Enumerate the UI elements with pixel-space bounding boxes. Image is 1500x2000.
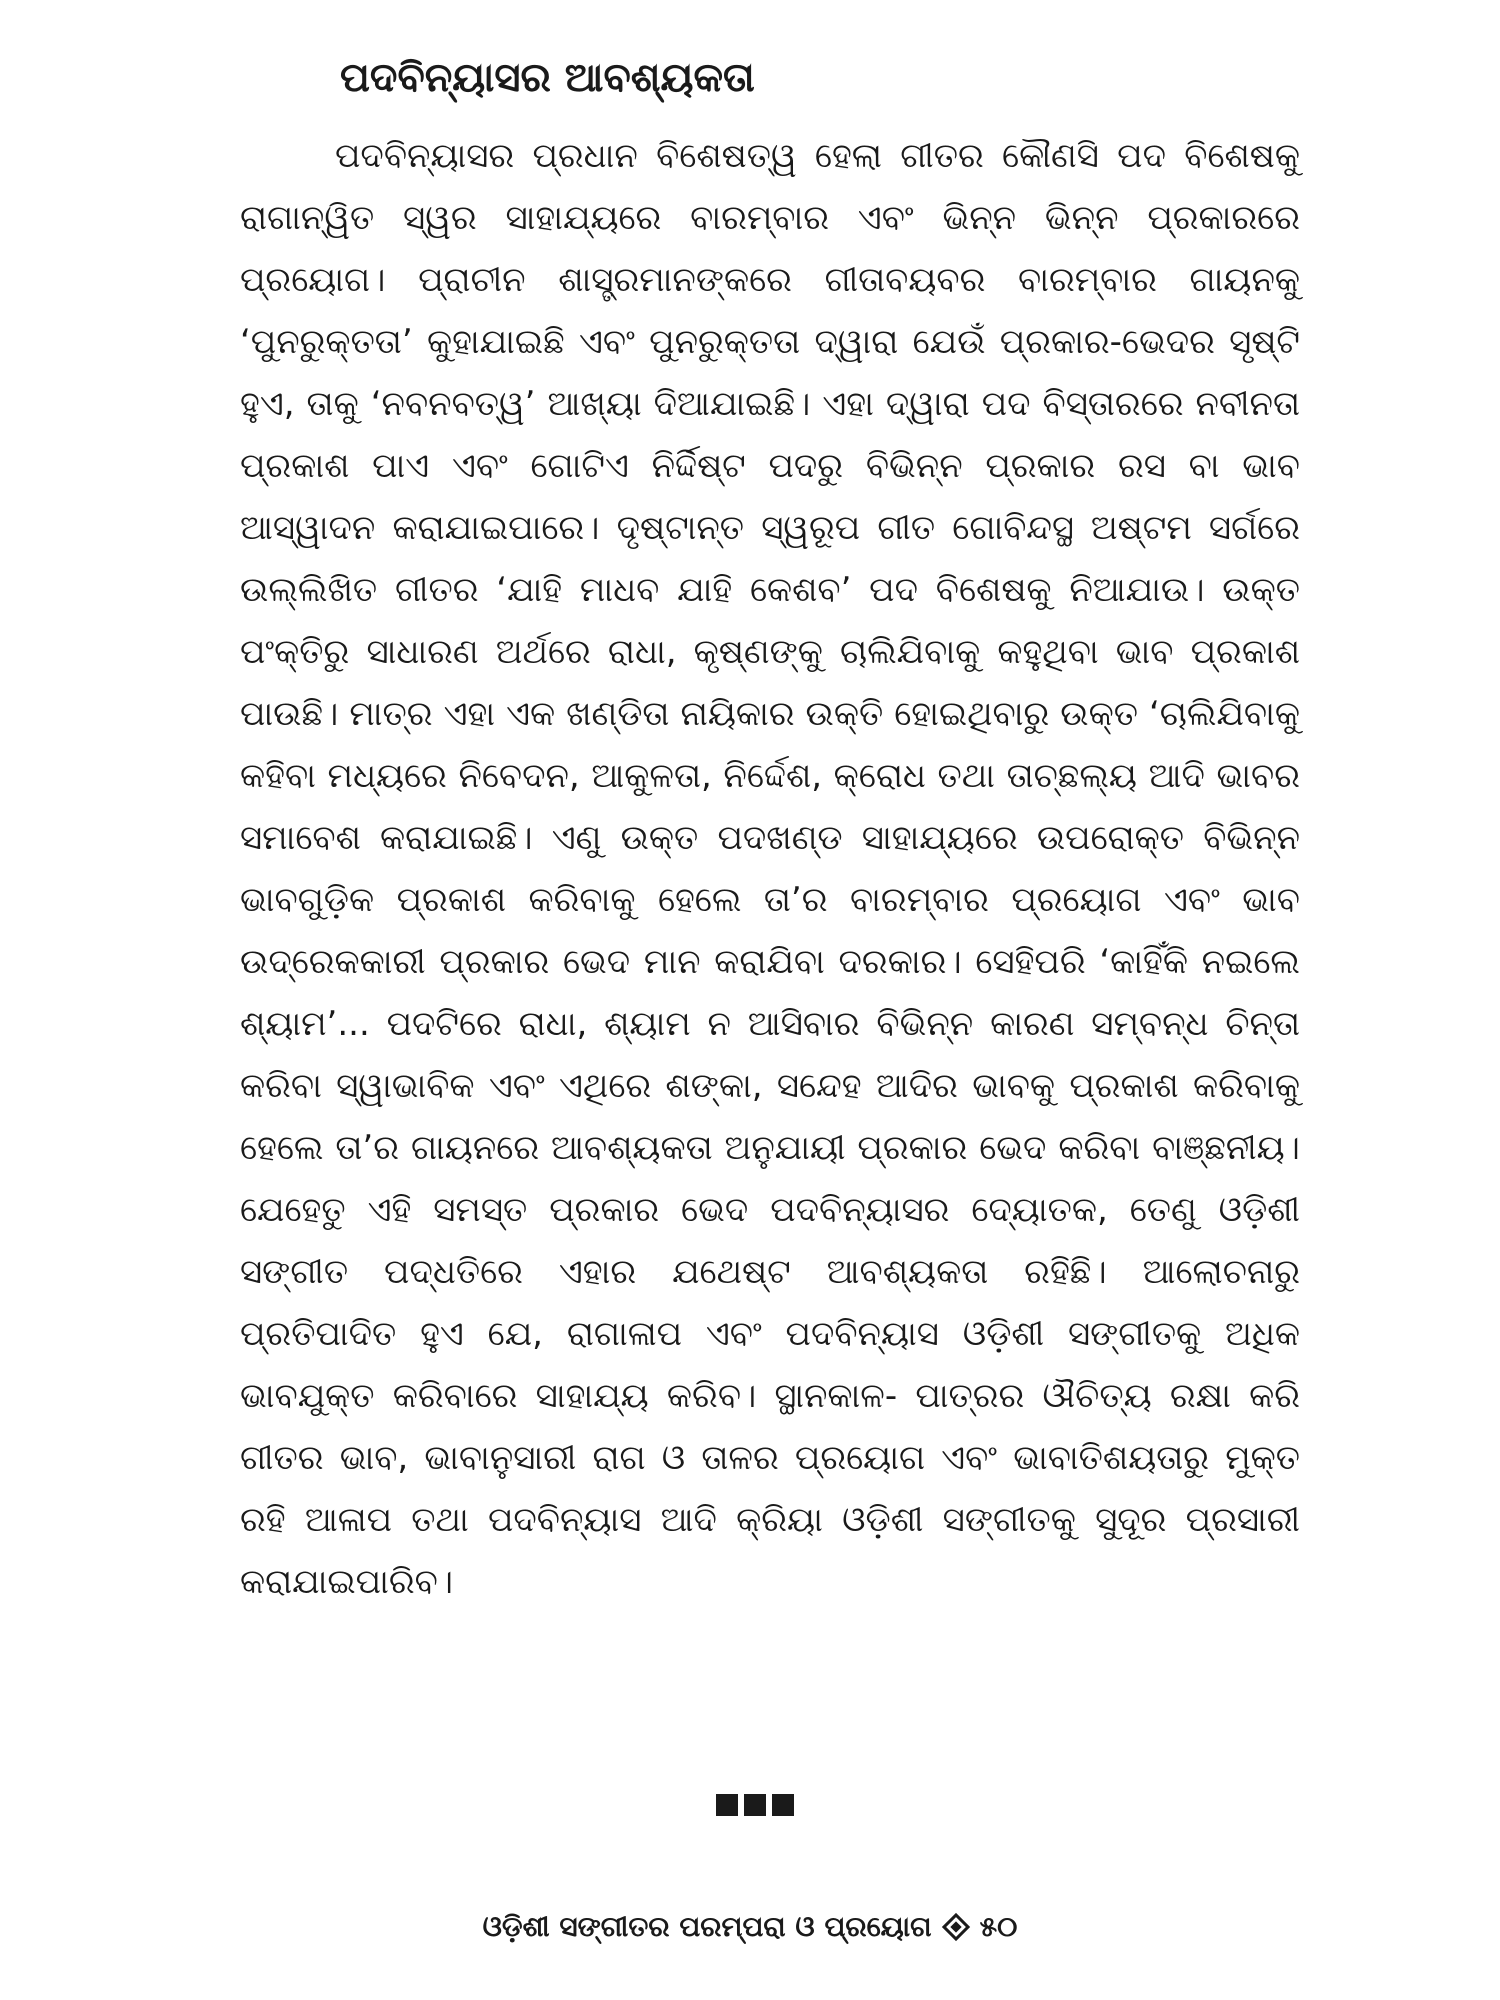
- separator-square-icon: [716, 1794, 738, 1816]
- page-number: ୫୦: [979, 1910, 1018, 1943]
- section-end-separator: [716, 1794, 794, 1816]
- body-paragraph-container: [240, 125, 1300, 1613]
- page-footer: [0, 1910, 1500, 1944]
- separator-square-icon: [772, 1794, 794, 1816]
- separator-square-icon: [744, 1794, 766, 1816]
- section-heading: ପଦବିନ୍ୟାସର ଆବଶ୍ୟକତା: [340, 55, 755, 101]
- body-paragraph: ପଦବିନ୍ୟାସର ପ୍ରଧାନ ବିଶେଷତ୍ୱ ହେଲା ଗୀତର କୌଣସି ପଦ ବିଶେଷକୁ ରାଗାନ୍ୱିତ ସ୍ୱର ସାହାଯ୍ୟରେ ବାରମ୍ବାର ଏବଂ ଭିନ୍ନ ଭିନ୍ନ ପ୍ରକାରରେ ପ୍ରୟୋଗ। ପ୍ରାଚୀନ ଶାସ୍ତ୍ରମାନଙ୍କରେ ଗୀତାବୟବର ବାରମ୍ବାର ଗାୟନକୁ ‘ପୁନରୁକ୍ତତା’ କୁହାଯାଇଛି ଏବଂ ପୁନରୁକ୍ତତା ଦ୍ୱାରା ଯେଉଁ ପ୍ରକାର-ଭେଦର ସୃଷ୍ଟି ହୁଏ, ତାକୁ ‘ନବନବତ୍ୱ’ ଆଖ୍ୟା ଦିଆଯାଇଛି। ଏହା ଦ୍ୱାରା ପଦ ବିସ୍ତାରରେ ନବୀନତା ପ୍ରକାଶ ପାଏ ଏବଂ ଗୋଟିଏ ନିର୍ଦ୍ଦିଷ୍ଟ ପଦରୁ ବିଭିନ୍ନ ପ୍ରକାର ରସ ବା ଭାବ ଆସ୍ୱାଦନ କରାଯାଇପାରେ। ଦୃଷ୍ଟାନ୍ତ ସ୍ୱରୂପ ଗୀତ ଗୋବିନ୍ଦସ୍ଥ ଅଷ୍ଟମ ସର୍ଗରେ ଉଲ୍ଲିଖିତ ଗୀତର ‘ଯାହି ମାଧବ ଯାହି କେଶବ’ ପଦ ବିଶେଷକୁ ନିଆଯାଉ। ଉକ୍ତ ପଂକ୍ତିରୁ ସାଧାରଣ ଅର୍ଥରେ ରାଧା, କୃଷ୍ଣଙ୍କୁ ଚାଲିଯିବାକୁ କହୁଥିବା ଭାବ ପ୍ରକାଶ ପାଉଛି। ମାତ୍ର ଏହା ଏକ ଖଣ୍ଡିତା ନାୟିକାର ଉକ୍ତି ହୋଇଥିବାରୁ ଉକ୍ତ ‘ଚାଲିଯିବାକୁ କହିବା ମଧ୍ୟରେ ନିବେଦନ, ଆକୁଳତା, ନିର୍ଦ୍ଦେଶ, କ୍ରୋଧ ତଥା ତାଚ୍ଛଲ୍ୟ ଆଦି ଭାବର ସମାବେଶ କରାଯାଇଛି। ଏଣୁ ଉକ୍ତ ପଦଖଣ୍ଡ ସାହାଯ୍ୟରେ ଉପରୋକ୍ତ ବିଭିନ୍ନ ଭାବଗୁଡ଼ିକ ପ୍ରକାଶ କରିବାକୁ ହେଲେ ତା’ର ବାରମ୍ବାର ପ୍ରୟୋଗ ଏବଂ ଭାବ ଉଦ୍ରେକକାରୀ ପ୍ରକାର ଭେଦ ମାନ କରାଯିବା ଦରକାର। ସେହିପରି ‘କାହିଁକି ନଇଲେ ଶ୍ୟାମ’... ପଦଟିରେ ରାଧା, ଶ୍ୟାମ ନ ଆସିବାର ବିଭିନ୍ନ କାରଣ ସମ୍ବନ୍ଧ ଚିନ୍ତା କରିବା ସ୍ୱାଭାବିକ ଏବଂ ଏଥିରେ ଶଙ୍କା, ସନ୍ଦେହ ଆଦିର ଭାବକୁ ପ୍ରକାଶ କରିବାକୁ ହେଲେ ତା’ର ଗାୟନରେ ଆବଶ୍ୟକତା ଅନୁଯାୟୀ ପ୍ରକାର ଭେଦ କରିବା ବାଞ୍ଛନୀୟ। ଯେହେତୁ ଏହି ସମସ୍ତ ପ୍ରକାର ଭେଦ ପଦବିନ୍ୟାସର ଦ୍ୟୋତକ, ତେଣୁ ଓଡ଼ିଶୀ ସଙ୍ଗୀତ ପଦ୍ଧତିରେ ଏହାର ଯଥେଷ୍ଟ ଆବଶ୍ୟକତା ରହିଛି। ଆଲୋଚନାରୁ ପ୍ରତିପାଦିତ ହୁଏ ଯେ, ରାଗାଳାପ ଏବଂ ପଦବିନ୍ୟାସ ଓଡ଼ିଶୀ ସଙ୍ଗୀତକୁ ଅଧିକ ଭାବଯୁକ୍ତ କରିବାରେ ସାହାଯ୍ୟ କରିବ। ସ୍ଥାନକାଳ- ପାତ୍ରର ଔଚିତ୍ୟ ରକ୍ଷା କରି ଗୀତର ଭାବ, ଭାବାନୁସାରୀ ରାଗ ଓ ତାଳର ପ୍ରୟୋଗ ଏବଂ ଭାବାତିଶୟତାରୁ ମୁକ୍ତ ରହି ଆଳାପ ତଥା ପଦବିନ୍ୟାସ ଆଦି କ୍ରିୟା ଓଡ଼ିଶୀ ସଙ୍ଗୀତକୁ ସୁଦୂର ପ୍ରସାରୀ କରାଯାଇପାରିବ।: [240, 136, 1300, 1602]
- footer-book-title: ଓଡ଼ିଶୀ ସଙ୍ଗୀତର ପରମ୍ପରା ଓ ପ୍ରୟୋଗ: [482, 1910, 932, 1943]
- diamond-ornament-icon: [941, 1913, 969, 1941]
